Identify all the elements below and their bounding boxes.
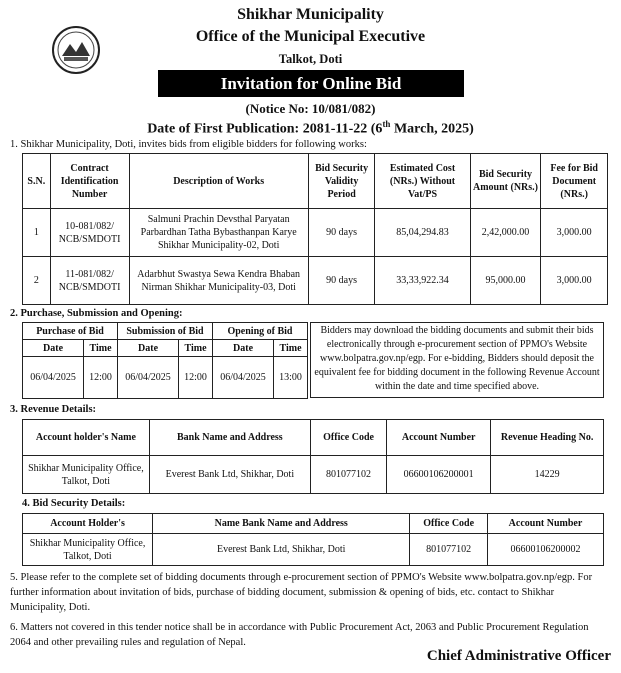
purchase-subhead: Date (23, 340, 84, 357)
purchase-table (22, 322, 308, 399)
works-cell: 85,04,294.83 (375, 209, 470, 257)
purchase-value: 06/04/2025 (23, 357, 84, 399)
revenue-cell: Everest Bank Ltd, Shikhar, Doti (149, 456, 310, 494)
section-4-title: 4. Bid Security Details: (22, 498, 126, 509)
note-6: 6. Matters not covered in this tender notice shall be in accordance with Public Procurement Act, 2063 and Public Procurement Regulation 2064 and other prevailing rules and regulation of Nepal. (10, 622, 589, 648)
purchase-subhead: Date (212, 340, 273, 357)
works-header-contract-id: Contract Identification Number (50, 154, 129, 209)
table-row (23, 209, 608, 257)
table-row (23, 456, 604, 494)
table-row (23, 257, 608, 305)
works-cell: 3,000.00 (541, 257, 608, 305)
security-header: Account Number (487, 514, 603, 534)
works-header-validity: Bid Security Validity Period (308, 154, 375, 209)
section-2-title: 2. Purchase, Submission and Opening: (10, 308, 183, 319)
purchase-subhead: Time (274, 340, 308, 357)
revenue-cell: Shikhar Municipality Office, Talkot, Doti (23, 456, 150, 494)
signature-title: Chief Administrative Officer (426, 648, 611, 664)
publication-date (0, 119, 621, 138)
publication-date-sup: th (382, 119, 391, 129)
purchase-value: 12:00 (84, 357, 118, 399)
purchase-group-purchase: Purchase of Bid (23, 323, 118, 340)
works-cell: 1 (23, 209, 51, 257)
revenue-cell: 06600106200001 (387, 456, 491, 494)
note-5: 5. Please refer to the complete set of bidding documents through e-procurement section of PPMO's Website www.bolpatra.gov.np/egp. For further information about invitation of bids, purchase of bidding document, submission & opening of bids, etc. contact to Shikhar Municipality, Doti. (10, 572, 593, 613)
works-header-description: Description of Works (129, 154, 308, 209)
table-row (23, 357, 308, 399)
bid-security-table (22, 513, 604, 566)
municipality-emblem-icon (50, 24, 102, 76)
purchase-value: 06/04/2025 (117, 357, 178, 399)
office-name: Office of the Municipal Executive (195, 28, 426, 45)
section-3-title: 3. Revenue Details: (10, 404, 97, 415)
security-header: Account Holder's (23, 514, 153, 534)
publication-date-prefix: Date of First Publication: 2081-11-22 (6 (147, 121, 383, 137)
works-cell: Salmuni Prachin Devsthal Paryatan Parbardhan Tatha Bybasthanpan Karye Shikhar Municipality-02, Doti (129, 209, 308, 257)
revenue-table (22, 419, 604, 494)
works-cell: 2,42,000.00 (470, 209, 541, 257)
purchase-value: 13:00 (274, 357, 308, 399)
municipality-name: Shikhar Municipality (237, 6, 384, 23)
table-row (23, 534, 604, 566)
revenue-header: Bank Name and Address (149, 420, 310, 456)
works-header-cost: Estimated Cost (NRs.) Without Vat/PS (375, 154, 470, 209)
security-header: Name Bank Name and Address (153, 514, 410, 534)
office-location: Talkot, Doti (278, 52, 343, 66)
works-cell: 11-081/082/ NCB/SMDOTI (50, 257, 129, 305)
revenue-header: Account holder's Name (23, 420, 150, 456)
works-cell: 3,000.00 (541, 209, 608, 257)
purchase-subhead: Time (84, 340, 118, 357)
works-header-sn: S.N. (23, 154, 51, 209)
purchase-subhead: Time (179, 340, 213, 357)
security-cell: Shikhar Municipality Office, Talkot, Doti (23, 534, 153, 566)
works-cell: Adarbhut Swastya Sewa Kendra Bhaban Nirman Shikhar Municipality-03, Doti (129, 257, 308, 305)
works-header-security: Bid Security Amount (NRs.) (470, 154, 541, 209)
works-cell: 95,000.00 (470, 257, 541, 305)
works-cell: 10-081/082/ NCB/SMDOTI (50, 209, 129, 257)
intro-text: 1. Shikhar Municipality, Doti, invites bids from eligible bidders for following works: (10, 139, 367, 150)
title-banner: Invitation for Online Bid (158, 70, 464, 97)
works-cell: 2 (23, 257, 51, 305)
purchase-group-opening: Opening of Bid (212, 323, 307, 340)
works-header-fee: Fee for Bid Document (NRs.) (541, 154, 608, 209)
purchase-group-submission: Submission of Bid (117, 323, 212, 340)
works-table (22, 153, 608, 305)
revenue-cell: 14229 (491, 456, 604, 494)
publication-date-suffix: March, 2025) (390, 121, 474, 137)
works-cell: 90 days (308, 257, 375, 305)
security-header: Office Code (410, 514, 488, 534)
security-cell: 801077102 (410, 534, 488, 566)
purchase-value: 12:00 (179, 357, 213, 399)
works-cell: 90 days (308, 209, 375, 257)
revenue-header: Revenue Heading No. (491, 420, 604, 456)
security-cell: Everest Bank Ltd, Shikhar, Doti (153, 534, 410, 566)
notice-number: (Notice No: 10/081/082) (245, 101, 376, 116)
works-cell: 33,33,922.34 (375, 257, 470, 305)
revenue-header: Office Code (310, 420, 386, 456)
purchase-value: 06/04/2025 (212, 357, 273, 399)
bidding-note: Bidders may download the bidding documents and submit their bids electronically through e-procurement section of PPMO's Website www.bolpatra.gov.np/egp. For e-bidding, Bidders should deposit the equivalent fee for bidding document in the following Revenue Account within the date and time specified above. (310, 322, 604, 398)
purchase-subhead: Date (117, 340, 178, 357)
revenue-header: Account Number (387, 420, 491, 456)
revenue-cell: 801077102 (310, 456, 386, 494)
security-cell: 06600106200002 (487, 534, 603, 566)
